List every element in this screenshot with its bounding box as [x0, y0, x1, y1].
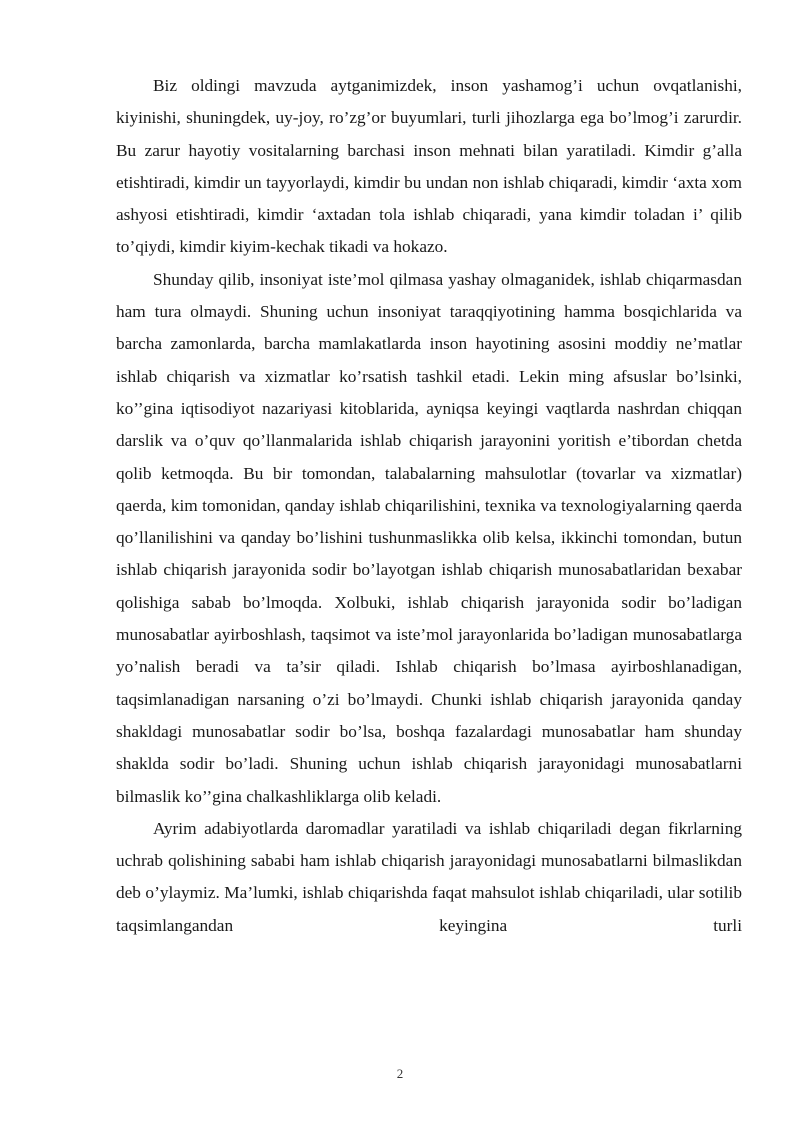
page-number: 2: [396, 1066, 404, 1081]
paragraph-3: Ayrim adabiyotlarda daromadlar yaratiladi va ishlab chiqariladi degan fikrlarning uchrab qolishining sababi ham ishlab chiqarish jarayonidagi munosabatlarni bilmaslikdan deb o’ylaymiz. Ma’lumki, ishlab chiqarishda faqat mahsulot ishlab chiqariladi, ular sotilib taqsimlangandan keyingina turli: [116, 818, 742, 935]
document-body: [116, 70, 742, 942]
paragraph-2: Shunday qilib, insoniyat iste’mol qilmasa yashay olmaganidek, ishlab chiqarmasdan ham tura olmaydi. Shuning uchun insoniyat taraqqiyotining hamma bosqichlarida va barcha zamonlarda, barcha mamlakatlarda inson hayotining asosini moddiy ne’matlar ishlab chiqarish va xizmatlar ko’rsatish tashkil etadi. Lekin ming afsuslar bo’lsinki, ko’’gina iqtisodiyot nazariyasi kitoblarida, ayniqsa keyingi vaqtlarda nashrdan chiqqan darslik va o’quv qo’llanmalarida ishlab chiqarish jarayonini yoritish e’tibordan chetda qolib ketmoqda. Bu bir tomondan, talabalarning mahsulotlar (tovarlar va xizmatlar) qaerda, kim tomonidan, qanday ishlab chiqarilishini, texnika va texnologiyalarning qaerda qo’llanilishini va qanday bo’lishini tushunmaslikka olib kelsa, ikkinchi tomondan, butun ishlab chiqarish jarayonida sodir bo’layotgan ishlab chiqarish munosabatlaridan bexabar qolishiga sabab bo’lmoqda. Xolbuki, ishlab chiqarish jarayonida sodir bo’ladigan munosabatlar ayirboshlash, taqsimot va iste’mol jarayonlarida bo’ladigan munosabatlarga yo’nalish beradi va ta’sir qiladi. Ishlab chiqarish bo’lmasa ayirboshlanadigan, taqsimlanadigan narsaning o’zi bo’lmaydi. Chunki ishlab chiqarish jarayonida qanday shakldagi munosabatlar sodir bo’lsa, boshqa fazalardagi munosabatlar ham shunday shaklda sodir bo’ladi. Shuning uchun ishlab chiqarish jarayonidagi munosabatlarni bilmaslik ko’’gina chalkashliklarga olib keladi.: [116, 269, 742, 806]
paragraph-1: Biz oldingi mavzuda aytganimizdek, inson yashamog’i uchun ovqatlanishi, kiyinishi, shuningdek, uy-joy, ro’zg’or buyumlari, turli jihozlarga ega bo’lmog’i zarurdir. Bu zarur hayotiy vositalarning barchasi inson mehnati bilan yaratiladi. Kimdir g’alla etishtiradi, kimdir un tayyorlaydi, kimdir bu undan non ishlab chiqaradi, kimdir ‘axta xom ashyosi etishtiradi, kimdir ‘axtadan tola ishlab chiqaradi, yana kimdir toladan i’ qilib to’qiydi, kimdir kiyim-kechak tikadi va hokazo.: [116, 76, 742, 257]
